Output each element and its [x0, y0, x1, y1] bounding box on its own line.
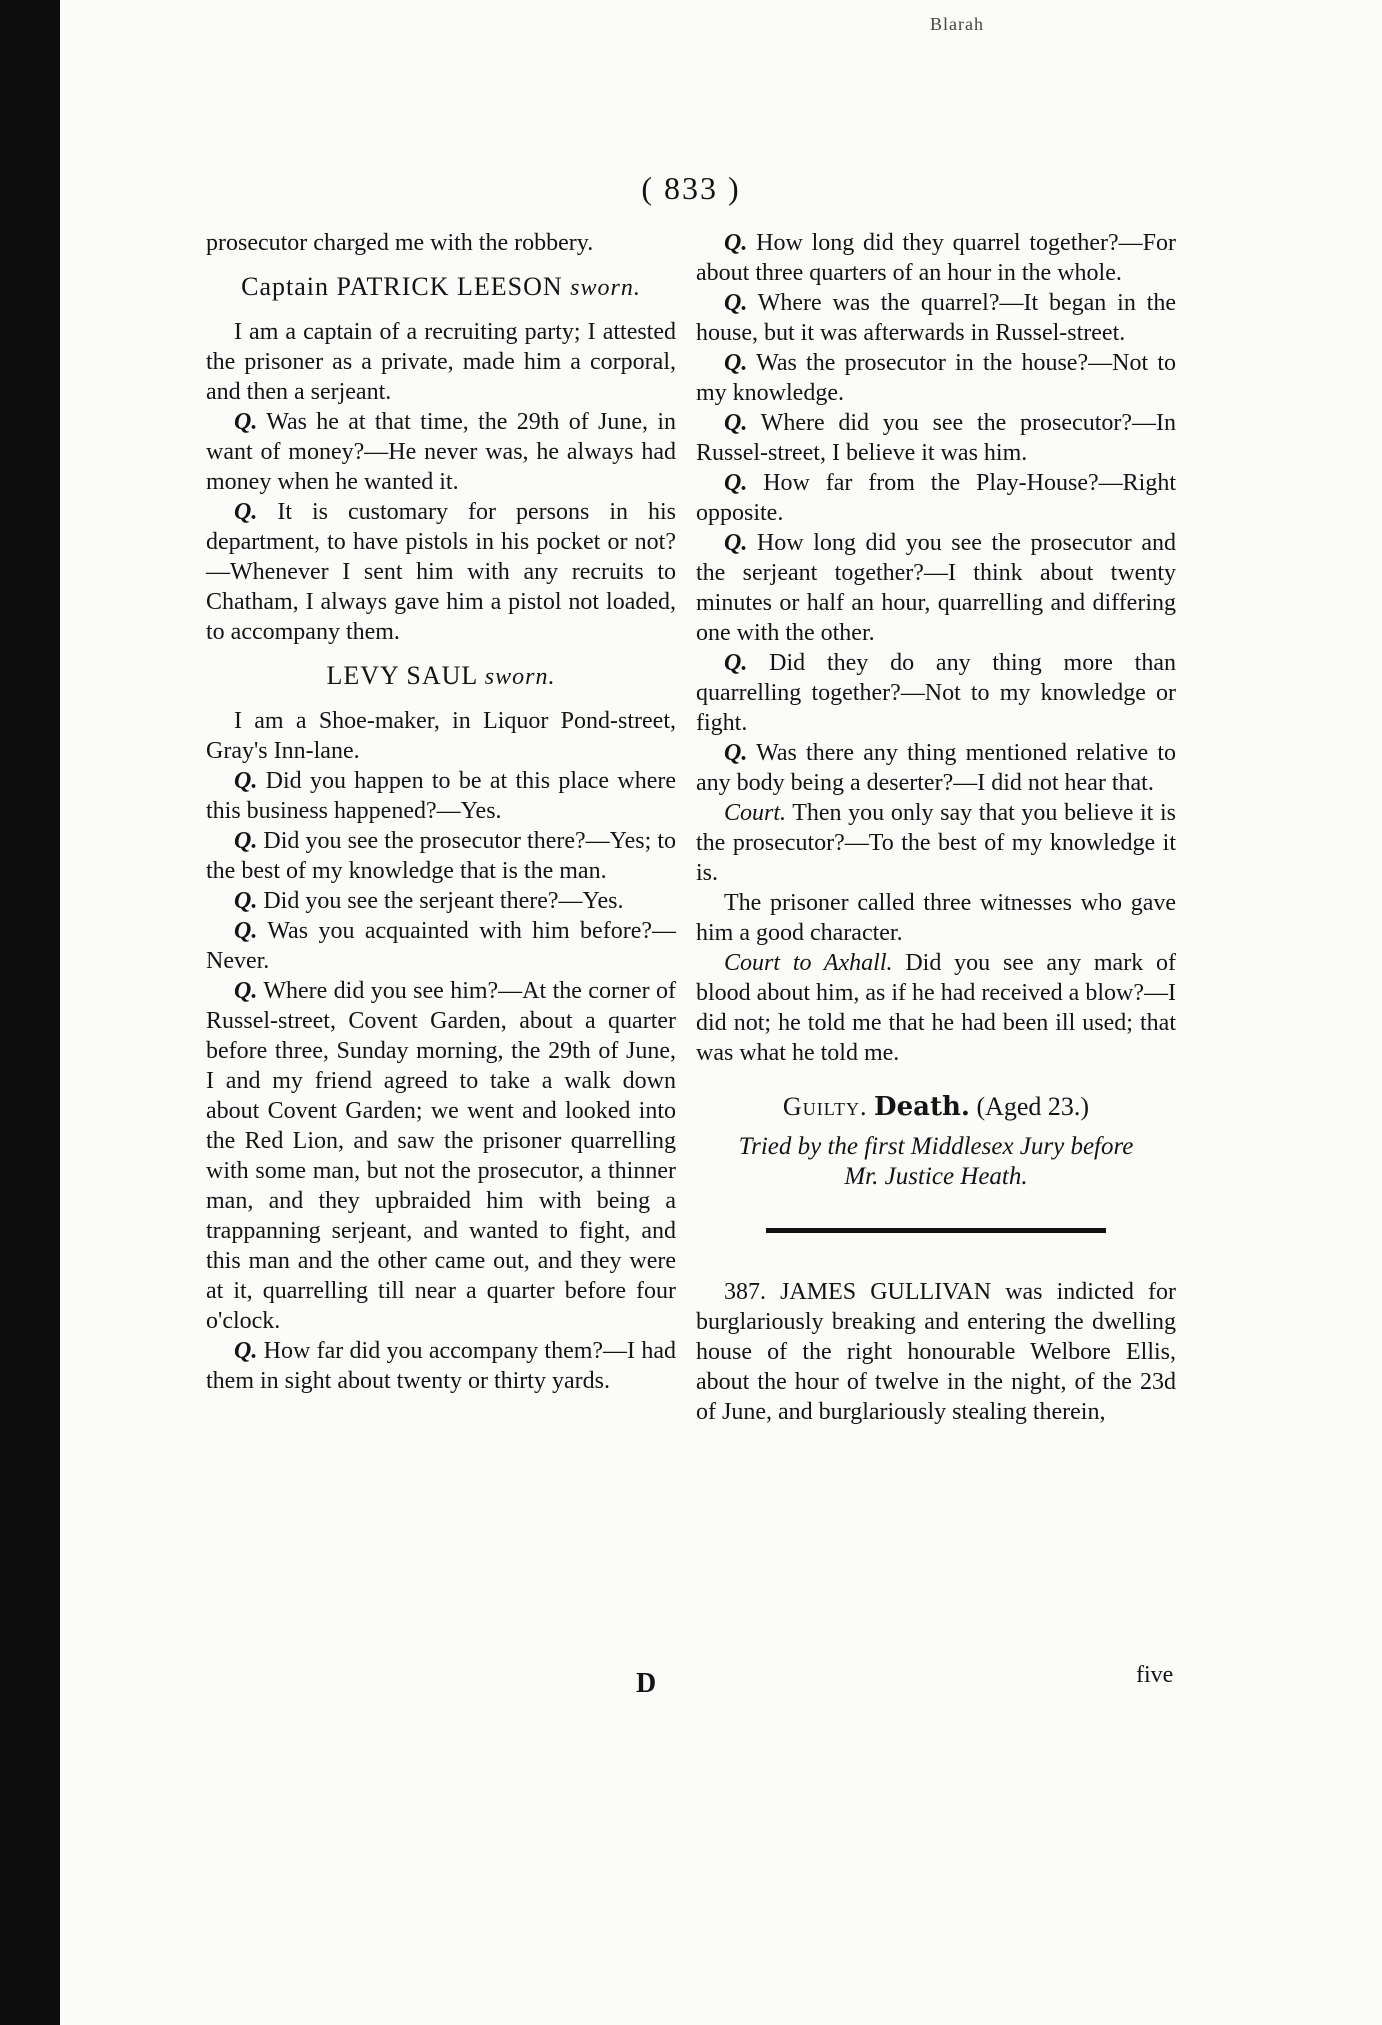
question-text: Was you acquainted with him before?—Never. — [206, 918, 676, 974]
question-text: Where did you see the prosecutor?—In Russel-street, I believe it was him. — [696, 410, 1176, 466]
verdict-death: Death. — [874, 1092, 970, 1122]
question-text: How long did they quarrel together?—For about three quarters of an hour in the whole. — [696, 230, 1176, 286]
question-paragraph — [206, 766, 676, 826]
question-text: Where did you see him?—At the corner of Russel-street, Covent Garden, about a quarter before three, Sunday morning, the 29th of June, I and my friend agreed to take a walk down about Covent Garden; we went and looked into the Red Lion, and saw the prisoner quarrelling with some man, but not the prosecutor, a thinner man, and they upbraided him with being a trappanning serjeant, and wanted to fight, and this man and the other came out, and they were at it, quarrelling till near a quarter before four o'clock. — [206, 978, 676, 1334]
signature-mark: D — [636, 1668, 657, 1699]
witness-name: Captain PATRICK LEESON — [241, 272, 563, 301]
question-paragraph — [696, 468, 1176, 528]
question-paragraph — [206, 497, 676, 647]
question-paragraph — [206, 976, 676, 1336]
court-paragraph — [696, 948, 1176, 1068]
court-text: Did you see any mark of blood about him, as if he had received a blow?—I did not; he told me that he had been ill used; that was what he told me. — [696, 950, 1176, 1066]
sworn-label: sworn. — [484, 664, 556, 690]
question-mark: Q. — [234, 499, 258, 525]
verdict-guilty: Guilty. — [782, 1092, 868, 1121]
question-mark: Q. — [724, 350, 748, 376]
question-paragraph — [696, 528, 1176, 648]
witness-name: LEVY SAUL — [326, 661, 478, 690]
question-mark: Q. — [724, 230, 748, 256]
question-paragraph — [206, 826, 676, 886]
sworn-label: sworn. — [570, 275, 641, 301]
court-label: Court to Axhall. — [724, 950, 893, 976]
question-mark: Q. — [724, 740, 748, 766]
header-mark: Blarah — [930, 14, 984, 34]
question-text: Was the prosecutor in the house?—Not to my knowledge. — [696, 350, 1176, 406]
paragraph: I am a captain of a recruiting party; I attested the prisoner as a private, made him a corporal, and then a serjeant. — [206, 319, 676, 405]
question-paragraph — [696, 738, 1176, 798]
question-paragraph — [696, 348, 1176, 408]
question-text: Where was the quarrel?—It began in the house, but it was afterwards in Russel-street. — [696, 290, 1176, 346]
question-mark: Q. — [724, 410, 748, 436]
question-paragraph — [206, 886, 676, 916]
question-paragraph — [206, 1336, 676, 1396]
witness-heading — [206, 272, 676, 303]
question-mark: Q. — [234, 978, 258, 1004]
question-mark: Q. — [724, 470, 748, 496]
question-mark: Q. — [234, 828, 258, 854]
left-column — [206, 228, 676, 1396]
question-text: How far from the Play-House?—Right opposite. — [696, 470, 1176, 526]
question-text: It is customary for persons in his department, to have pistols in his pocket or not?—Whenever I sent him with any recruits to Chatham, I always gave him a pistol not loaded, to accompany them. — [206, 499, 676, 645]
question-paragraph — [206, 407, 676, 497]
question-text: How long did you see the prosecutor and the serjeant together?—I think about twenty minutes or half an hour, quarrelling and differing one with the other. — [696, 530, 1176, 646]
tried-line-1: Tried by the first Middlesex Jury before — [738, 1133, 1134, 1160]
verdict-age: (Aged 23.) — [976, 1092, 1090, 1121]
verdict — [696, 1092, 1176, 1122]
question-text: Was he at that time, the 29th of June, in want of money?—He never was, he always had money when he wanted it. — [206, 409, 676, 495]
tried-line-2: Mr. Justice Heath. — [844, 1163, 1028, 1190]
question-mark: Q. — [234, 1338, 258, 1364]
question-text: How far did you accompany them?—I had them in sight about twenty or thirty yards. — [206, 1338, 676, 1394]
question-mark: Q. — [234, 409, 258, 435]
paragraph: I am a Shoe-maker, in Liquor Pond-street, Gray's Inn-lane. — [206, 708, 676, 764]
question-mark: Q. — [724, 290, 748, 316]
question-text: Did they do any thing more than quarrelling together?—Not to my knowledge or fight. — [696, 650, 1176, 736]
right-column — [696, 228, 1176, 1427]
page-number: ( 833 ) — [641, 170, 741, 206]
question-mark: Q. — [724, 650, 748, 676]
witness-heading — [206, 661, 676, 692]
question-paragraph — [696, 228, 1176, 288]
question-mark: Q. — [234, 918, 258, 944]
court-text: Then you only say that you believe it is the prosecutor?—To the best of my knowledge it is. — [696, 800, 1176, 886]
court-label: Court. — [724, 800, 787, 826]
question-paragraph — [696, 648, 1176, 738]
catchword: five — [1136, 1662, 1174, 1688]
question-paragraph — [696, 288, 1176, 348]
question-text: Did you happen to be at this place where this business happened?—Yes. — [206, 768, 676, 824]
question-text: Did you see the serjeant there?—Yes. — [257, 888, 624, 914]
question-mark: Q. — [234, 768, 258, 794]
question-paragraph — [696, 408, 1176, 468]
section-divider — [766, 1228, 1106, 1233]
book-spine-shadow — [0, 0, 60, 2025]
question-text: Was there any thing mentioned relative to any body being a deserter?—I did not hear that. — [696, 740, 1176, 796]
paragraph: prosecutor charged me with the robbery. — [206, 230, 594, 256]
paragraph: The prisoner called three witnesses who gave him a good character. — [696, 890, 1176, 946]
court-paragraph — [696, 798, 1176, 888]
question-mark: Q. — [724, 530, 748, 556]
case-paragraph: 387. JAMES GULLIVAN was indicted for burglariously breaking and entering the dwelling house of the right honourable Welbore Ellis, about the hour of twelve in the night, of the 23d of June, and burglariously stealing therein, — [696, 1279, 1176, 1425]
question-text: Did you see the prosecutor there?—Yes; to the best of my knowledge that is the man. — [206, 828, 676, 884]
question-paragraph — [206, 916, 676, 976]
question-mark: Q. — [234, 888, 258, 914]
